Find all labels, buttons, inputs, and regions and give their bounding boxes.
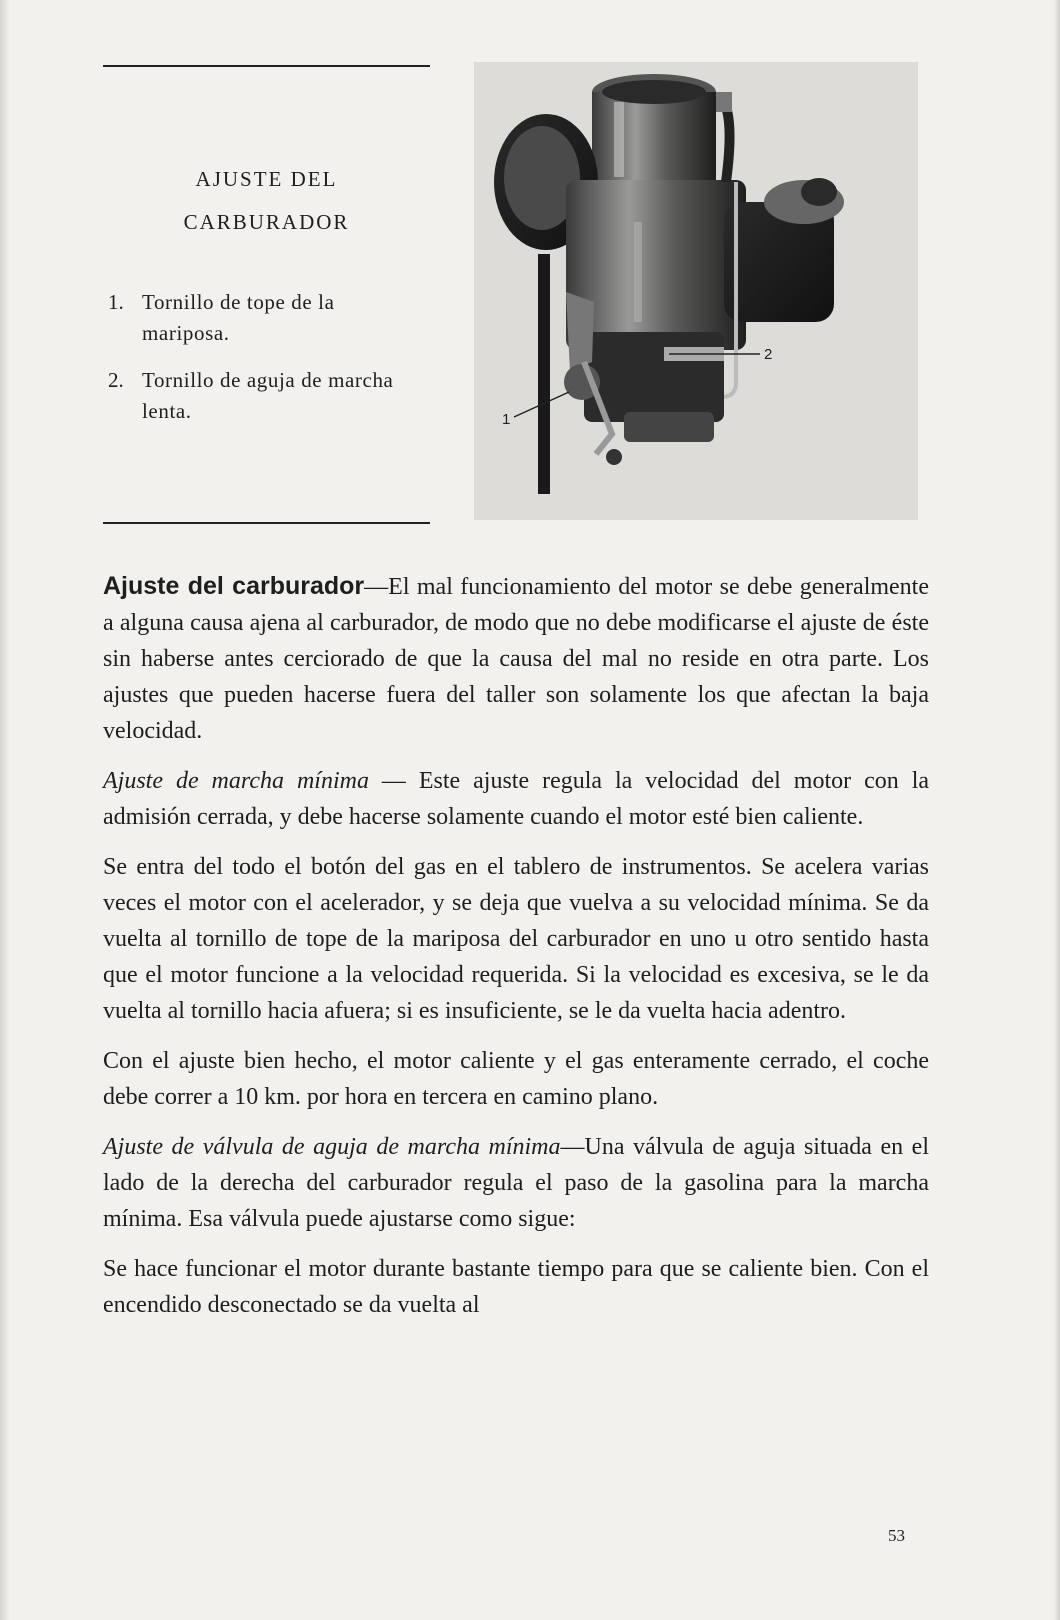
bottom-rule [103,522,430,524]
paragraph-text: —El mal funcionamiento del motor se debe generalmente a alguna causa ajena al carburador, de modo que no debe modificarse el ajuste de éste sin haberse antes cerciorado de que la causa del mal no reside en otra parte. Los ajustes que pueden hacerse fuera del taller son solamente los que afectan la baja velocidad. [103,574,929,744]
paragraph: Se hace funcionar el motor durante bastante tiempo para que se caliente bien. Con el encendido desconectado se da vuelta al [103,1256,929,1318]
page-number: 53 [888,1526,905,1545]
body-text [103,568,929,1337]
paragraph [103,568,929,749]
italic-subheading: Ajuste de válvula de aguja de marcha mínima [103,1134,561,1160]
paragraph: Se entra del todo el botón del gas en el tablero de instrumentos. Se acelera varias veces el motor con el acelerador, y se deja que vuelva a su velocidad mínima. Se da vuelta al tornillo de tope de la mariposa del carburador en uno u otro sentido hasta que el motor funcione a la velocidad requerida. Si la velocidad es excesiva, se le da vuelta al tornillo hacia afuera; si es insuficiente, se le da vuelta hacia adentro. [103,854,929,1024]
carburetor-photo [474,62,918,520]
legend-item [108,365,418,427]
callout-1-label: 1 [502,411,511,428]
caption-title-line2: CARBURADOR [183,210,350,234]
paragraph: Con el ajuste bien hecho, el motor caliente y el gas enteramente cerrado, el coche debe correr a 10 km. por hora en tercera en camino plano. [103,1048,929,1110]
legend-number: 2. [108,368,124,392]
paragraph-text: —Una válvula de aguja situada en el lado de la derecha del carburador regula el paso de la gasolina para la marcha mínima. Esa válvula puede ajustarse como sigue: [103,1134,929,1232]
paragraph [103,1129,929,1237]
legend-number: 1. [108,290,124,314]
callout-2-label: 2 [764,346,773,363]
top-rule [103,65,430,67]
legend-item [108,287,418,349]
legend-text: Tornillo de aguja de marcha lenta. [142,368,394,423]
section-heading: Ajuste del carburador [103,572,365,600]
paragraph [103,763,929,835]
legend-text: Tornillo de tope de la mariposa. [142,290,335,345]
caption-title-line1: AJUSTE DEL [195,167,338,191]
page-edge-left [0,0,10,1620]
italic-subheading: Ajuste de marcha mínima [103,768,369,794]
page-edge-right [1054,0,1060,1620]
figure-legend [108,287,418,443]
paragraph-text: — Este ajuste regula la velocidad del motor con la admisión cerrada, y debe hacerse solamente cuando el motor esté bien caliente. [103,768,930,830]
